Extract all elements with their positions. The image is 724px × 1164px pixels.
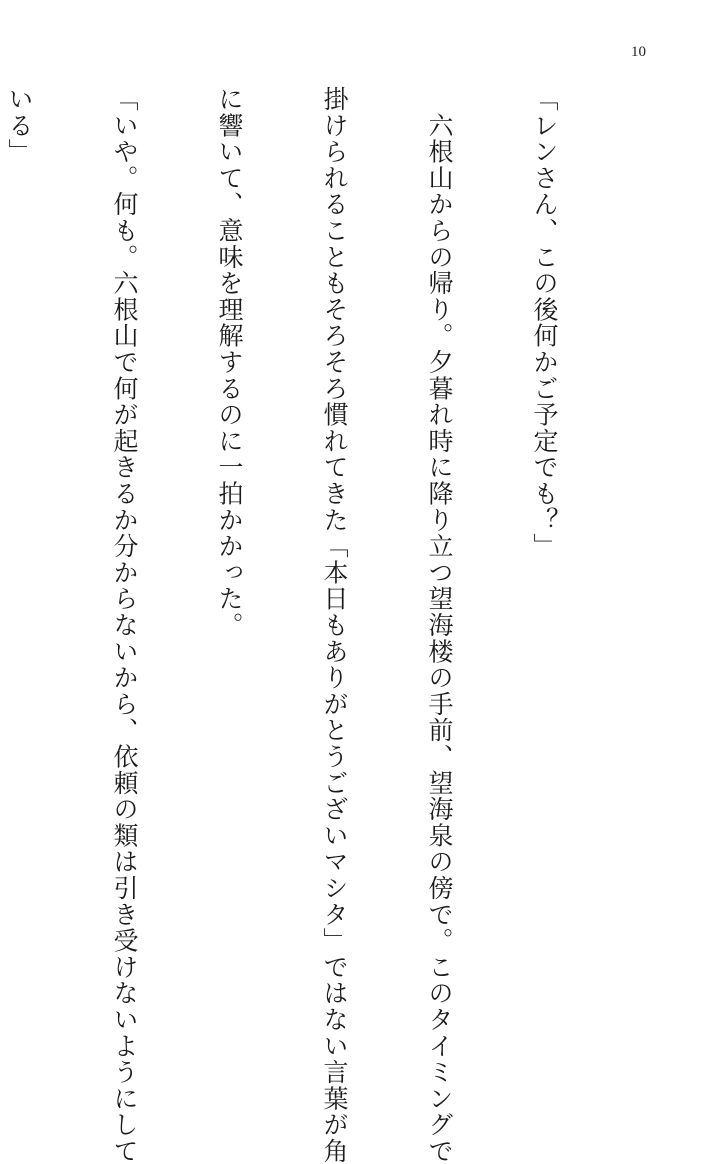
text-line: いる」: [5, 86, 34, 165]
text-line: 六根山からの帰り。夕暮れ時に降り立つ望海楼の手前、望海泉の傍で。このタイミングで: [425, 86, 454, 1164]
text-line: に響いて、意味を理解するのに一拍かかった。: [215, 86, 244, 639]
text-line: 掛けられることもそろそろ慣れてきた「本日もありがとうございマシタ」ではない言葉が角: [320, 86, 349, 1164]
text-line: 「レンさん、この後何かご予定でも？」: [530, 86, 559, 560]
vertical-body-text: [0, 86, 632, 1164]
page-number: 10: [631, 44, 646, 60]
text-line: 「いや。何も。六根山で何が起きるか分からないから、依頼の類は引き受けないようにして: [110, 86, 139, 1164]
